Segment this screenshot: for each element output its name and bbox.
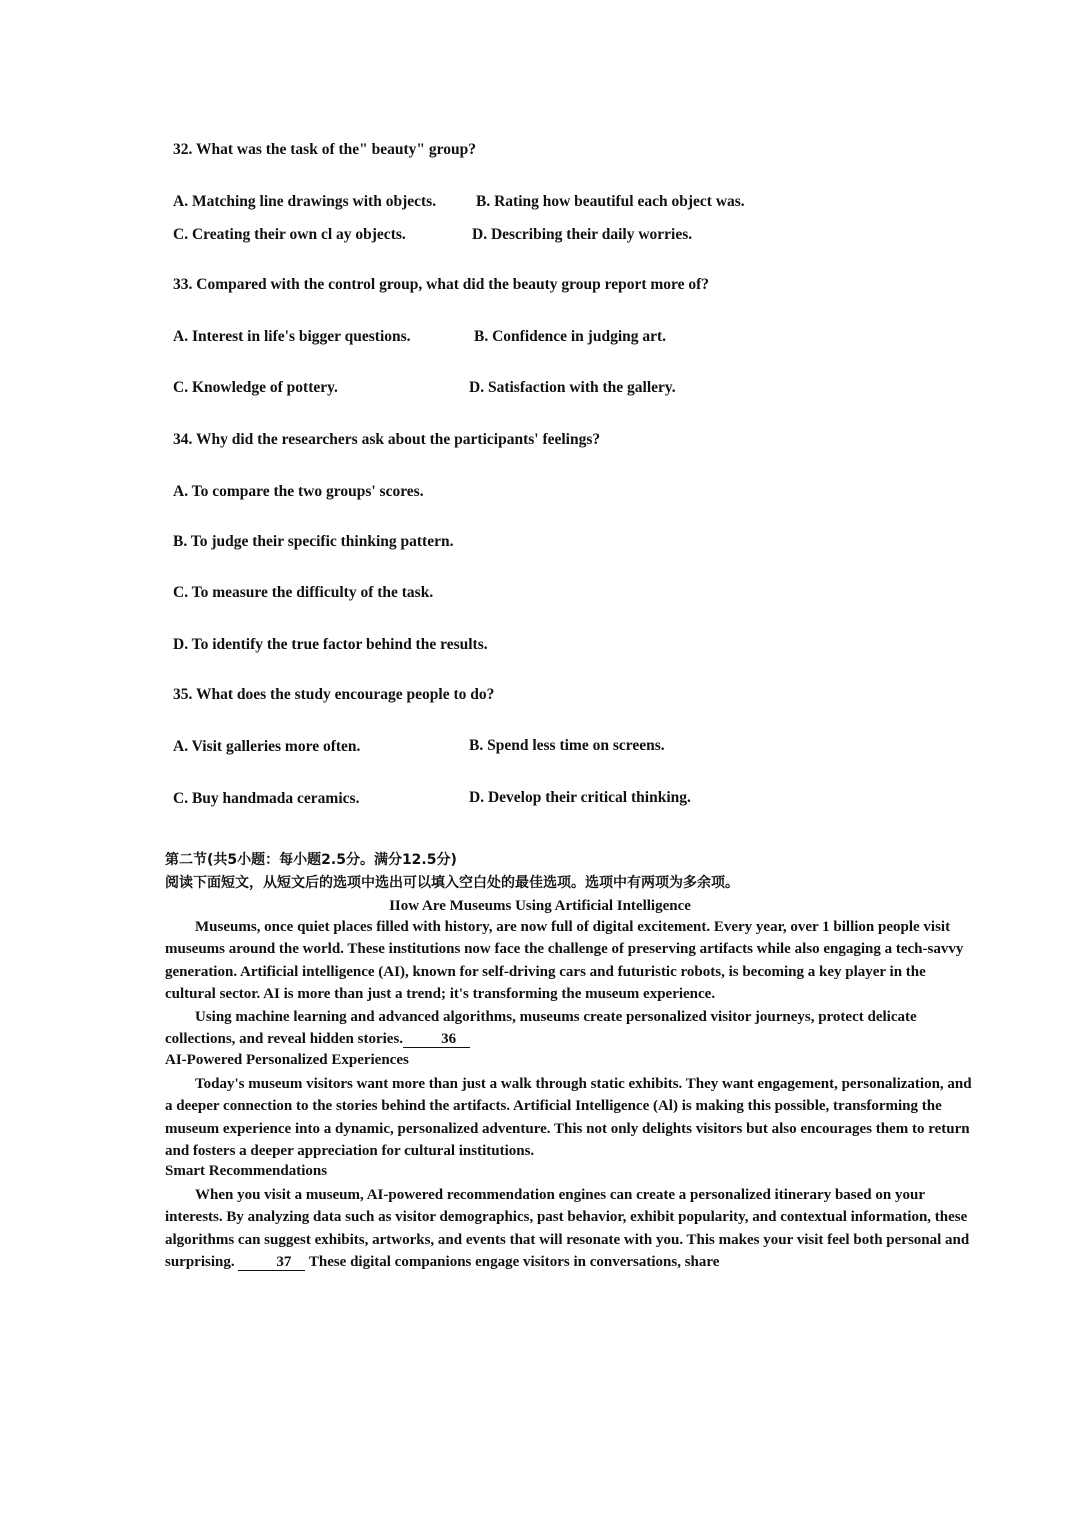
paragraph-3: Today's museum visitors want more than just a walk through static exhibits. They want engagement, personalization, and a deeper connection to the stories behind the artifacts. Artificial Intelligence (Al) is making this possible, transforming the museum experience into a dynamic, personalized adventure. This not only delights visitors but also encourages them to return and fosters a deeper appreciation for cultural institutions.: [165, 1076, 972, 1160]
question-34-option-d: D. To identify the true factor behind the results.: [173, 636, 488, 653]
paragraph-4-tail: These digital companions engage visitors in conversations, share: [308, 1254, 720, 1271]
section-header: 第二节(共5小题：每小题2.5分。满分12.5分): [165, 852, 457, 868]
question-35-option-d: D. Develop their critical thinking.: [469, 789, 691, 806]
paragraph-2: [165, 1006, 980, 1051]
question-32-option-a: A. Matching line drawings with objects.: [173, 193, 437, 210]
paragraph-1: Museums, once quiet places filled with history, are now full of digital excitement. Every year, over 1 billion people visit museums around the world. These institutions now face the challenge of preserving artifacts while also engaging a tech-savvy generation. Artificial intelligence (AI), known for self-driving cars and futuristic robots, is becoming a key player in the cultural sector. AI is more than just a trend; it's transforming the museum experience.: [165, 919, 964, 1003]
question-33-stem: 33. Compared with the control group, what did the beauty group report more of?: [173, 276, 710, 293]
paragraph-4-text: When you visit a museum, AI-powered recommendation engines can create a personalized itinerary based on your interests. By analyzing data such as visitor demographics, past behavior, exhibit popularity, and contextual information, these algorithms can suggest exhibits, artworks, and events that will resonate with you. This makes your visit feel both personal and surprising.: [165, 1187, 970, 1271]
question-32-option-b: B. Rating how beautiful each object was.: [476, 193, 745, 210]
paragraph-4: [165, 1184, 980, 1274]
heading-smart-recommendations: Smart Recommendations: [165, 1163, 328, 1179]
question-34-option-c: C. To measure the difficulty of the task.: [173, 584, 434, 601]
section-instruction: 阅读下面短文，从短文后的选项中选出可以填入空白处的最佳选项。选项中有两项为多余项。: [165, 875, 739, 891]
question-32-option-d: D. Describing their daily worries.: [472, 226, 693, 243]
question-33-option-c: C. Knowledge of pottery.: [173, 379, 338, 396]
blank-36: 36: [403, 1031, 470, 1048]
question-35-option-b: B. Spend less time on screens.: [469, 737, 665, 754]
heading-personalized-experiences: AI-Powered Personalized Experiences: [165, 1052, 409, 1068]
question-34-stem: 34. Why did the researchers ask about the participants' feelings?: [173, 431, 601, 448]
paragraph-2-text: Using machine learning and advanced algorithms, museums create personalized visitor journeys, protect delicate collections, and reveal hidden stories.: [165, 1009, 917, 1048]
question-32-option-c: C. Creating their own cl ay objects.: [173, 226, 406, 243]
blank-37: 37: [238, 1254, 305, 1271]
question-34-option-a: A. To compare the two groups' scores.: [173, 483, 424, 500]
question-35-stem: 35. What does the study encourage people to do?: [173, 686, 495, 703]
question-35-option-c: C. Buy handmada ceramics.: [173, 790, 360, 807]
question-33-option-d: D. Satisfaction with the gallery.: [469, 379, 676, 396]
question-32-stem: 32. What was the task of the" beauty" group?: [173, 141, 476, 158]
passage-title: IIow Are Museums Using Artificial Intelligence: [389, 898, 691, 914]
question-33-option-b: B. Confidence in judging art.: [474, 328, 667, 345]
question-35-option-a: A. Visit galleries more often.: [173, 738, 361, 755]
question-33-option-a: A. Interest in life's bigger questions.: [173, 328, 411, 345]
question-34-option-b: B. To judge their specific thinking pattern.: [173, 533, 454, 550]
